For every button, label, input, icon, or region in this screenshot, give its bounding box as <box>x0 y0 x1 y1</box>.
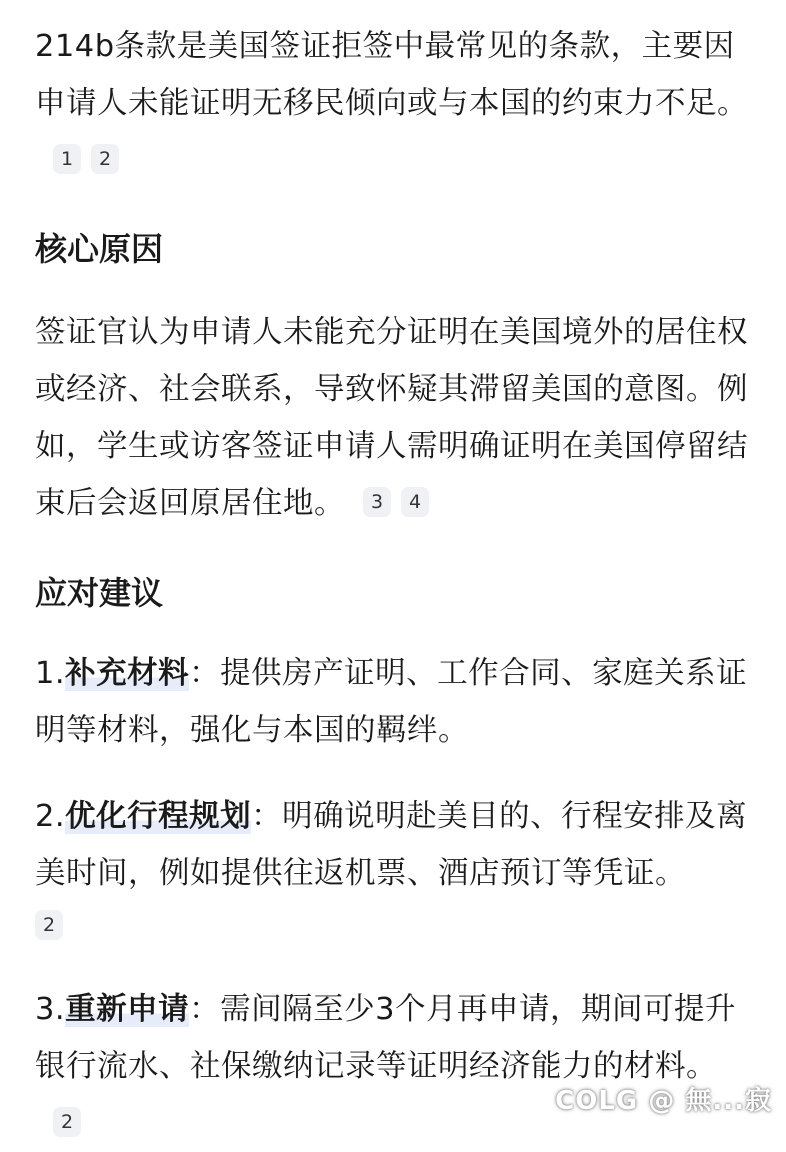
item-title-link[interactable]: 优化行程规划 <box>65 799 252 834</box>
item-title-link[interactable]: 重新申请 <box>65 992 190 1027</box>
watermark: COLG @ 無...寂 <box>555 1086 772 1116</box>
intro-paragraph <box>35 18 751 189</box>
reasons-citations <box>363 486 429 521</box>
citation-badge[interactable]: 2 <box>35 910 63 940</box>
item-title-link[interactable]: 补充材料 <box>65 656 190 691</box>
advice-item-3 <box>35 981 751 1152</box>
item-3-citations <box>53 1106 81 1141</box>
item-text: ：提供房产证明、工作合同、家庭关系证明等材料，强化与本国的羁绊。 <box>35 656 748 748</box>
section-heading-advice: 应对建议 <box>35 574 164 612</box>
citation-badge[interactable]: 3 <box>363 487 391 517</box>
citation-badge[interactable]: 2 <box>91 144 119 174</box>
item-2-citations <box>35 902 751 952</box>
reasons-text: 签证官认为申请人未能充分证明在美国境外的居住权或经济、社会联系，导致怀疑其滞留美国的意图。例如，学生或访客签证申请人需明确证明在美国停留结束后会返回原居住地。 <box>35 315 748 521</box>
advice-item-1 <box>35 645 751 759</box>
citation-badge[interactable]: 1 <box>53 144 81 174</box>
intro-text: 214b条款是美国签证拒签中最常见的条款，主要因申请人未能证明无移民倾向或与本国的约束力不足。 <box>35 29 748 121</box>
item-number: 2. <box>35 799 66 834</box>
intro-citations <box>53 143 119 178</box>
reasons-paragraph <box>35 304 751 532</box>
citation-badge[interactable]: 4 <box>401 487 429 517</box>
item-text: ：需间隔至少3个月再申请，期间可提升银行流水、社保缴纳记录等证明经济能力的材料。 <box>35 992 737 1084</box>
item-text: ：明确说明赴美目的、行程安排及离美时间，例如提供往返机票、酒店预订等凭证。 <box>35 799 748 891</box>
citation-badge[interactable]: 2 <box>53 1107 81 1137</box>
answer-content <box>35 0 751 1152</box>
section-heading-reasons: 核心原因 <box>35 230 164 268</box>
item-number: 1. <box>35 656 66 691</box>
item-number: 3. <box>35 992 66 1027</box>
advice-item-2 <box>35 788 751 952</box>
